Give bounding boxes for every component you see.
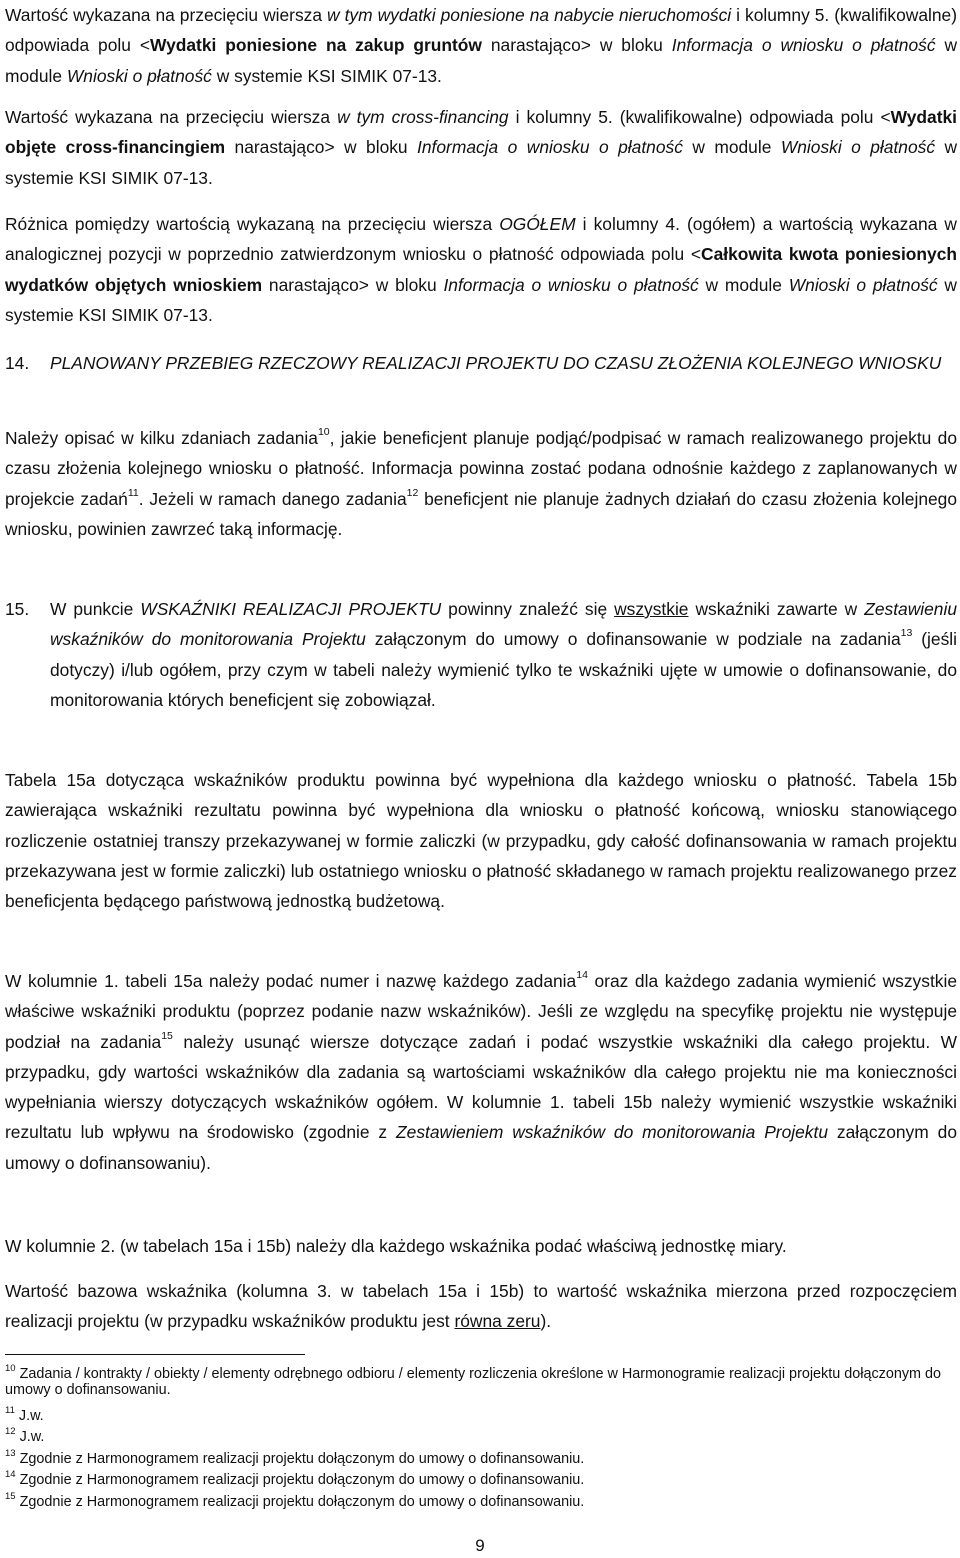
- footnote-number: 10: [5, 1363, 16, 1374]
- footnote-reference: 15: [161, 1029, 173, 1042]
- paragraph-kolumna-1: [5, 966, 957, 1178]
- text-run: narastająco> w bloku: [262, 274, 444, 295]
- text-run: w systemie KSI SIMIK 07-13.: [211, 65, 442, 86]
- footnote-number: 11: [5, 1405, 15, 1416]
- paragraph-roznica-ogolem: [5, 209, 957, 330]
- footnote-12: [5, 1426, 957, 1445]
- footnote-15: [5, 1491, 957, 1510]
- text-run: PLANOWANY PRZEBIEG RZECZOWY REALIZACJI PROJEKTU DO CZASU ZŁOŻENIA KOLEJNEGO WNIOSKU: [50, 353, 942, 373]
- text-run: załączonym do umowy o dofinansowanie w podziale na zadania: [365, 629, 901, 650]
- paragraph-wartosc-bazowa: [5, 1276, 957, 1337]
- text-run: należy usunąć wiersze dotyczące zadań i podać wszystkie wskaźniki dla całego projektu. W przypadku, gdy wartości wskaźników dla zadania są wartościami wskaźników dla całego projektu nie ma konieczności wypełniania wierszy dotyczących wskaźników ogółem. W kolumnie 1. tabeli 15b należy wymienić wszystkie wskaźniki rezultatu lub wpływu na środowisko (zgodnie z: [5, 1031, 957, 1143]
- text-run: narastająco> w bloku: [225, 137, 418, 158]
- paragraph-zadania: [5, 423, 957, 544]
- text-run: Zestawieniu wskaźników do monitorowania Projektu: [50, 599, 957, 650]
- footnote-11: [5, 1405, 957, 1424]
- text-run: w module: [5, 35, 957, 86]
- section-14-heading: [50, 348, 957, 378]
- footnote-text: J.w.: [15, 1429, 45, 1445]
- paragraph-kolumna-2: [5, 1231, 957, 1261]
- footnote-10: [5, 1363, 957, 1399]
- paragraph-wydatki-nieruchomosci: [5, 0, 957, 91]
- text-run: Informacja o wniosku o płatność: [443, 274, 699, 295]
- footnote-reference: 14: [576, 969, 588, 981]
- text-run: (jeśli dotyczy) i/lub ogółem, przy czym w tabeli należy wymienić tylko te wskaźniki ujęte w umowie o dofinansowanie, do monitorowania których beneficjent się zobowiązał.: [50, 629, 957, 710]
- footnote-14: [5, 1469, 957, 1488]
- text-run: Całkowita kwota poniesionych wydatków objętych wnioskiem: [5, 244, 957, 295]
- text-run: W punkcie: [50, 599, 141, 619]
- footnote-text: Zadania / kontrakty / obiekty / elementy odrębnego odbioru / elementy rozliczenia określone w Harmonogramie realizacji projektu dołączonym do umowy o dofinansowaniu.: [5, 1366, 942, 1399]
- text-run: równa zeru: [454, 1311, 541, 1332]
- paragraph-cross-financing: [5, 102, 957, 193]
- text-run: W kolumnie 2. (w tabelach 15a i 15b) należy dla każdego wskaźnika podać właściwą jednostkę miary.: [5, 1236, 787, 1256]
- text-run: Wartość wykazana na przecięciu wiersza: [5, 5, 328, 25]
- text-run: Informacja o wniosku o płatność: [417, 137, 683, 158]
- text-run: Wartość bazowa wskaźnika (kolumna 3. w tabelach 15a i 15b) to wartość wskaźnika mierzona przed rozpoczęciem realizacji projektu (w przypadku wskaźników produktu jest: [5, 1281, 957, 1332]
- text-run: powinny znaleźć się: [441, 599, 615, 619]
- text-run: wskaźniki zawarte w: [688, 599, 865, 619]
- text-run: narastająco> w bloku: [481, 35, 672, 56]
- text-run: Wartość wykazana na przecięciu wiersza: [5, 107, 338, 127]
- section-14-number: 14.: [5, 353, 30, 373]
- footnote-reference: 11: [127, 486, 139, 499]
- text-run: Wnioski o płatność: [780, 137, 936, 158]
- text-run: wszystkie: [614, 599, 689, 619]
- footnote-text: Zgodnie z Harmonogramem realizacji projektu dołączonym do umowy o dofinansowaniu.: [15, 1472, 585, 1488]
- text-run: i kolumny 4. (ogółem) a wartością wykazana w analogicznej pozycji w poprzednio zatwierdzonym wniosku o płatność odpowiada polu <: [5, 214, 957, 265]
- text-run: oraz dla każdego zadania wymienić wszystkie właściwe wskaźniki produktu (poprzez podanie nazw wskaźników). Jeśli ze względu na specyfikę projektu nie występuje podział na zadania: [5, 971, 958, 1052]
- text-run: beneficjent nie planuje żadnych działań do czasu złożenia kolejnego wniosku, powinien zawrzeć taką informację.: [5, 488, 958, 539]
- text-run: ).: [540, 1311, 552, 1332]
- text-run: w tym wydatki poniesione na nabycie nieruchomości: [327, 5, 732, 25]
- text-run: w systemie KSI SIMIK 07-13.: [5, 274, 957, 325]
- footnote-reference: 12: [406, 486, 419, 499]
- paragraph-wskazniki-realizacji: [50, 594, 957, 715]
- text-run: w module: [698, 274, 789, 295]
- footnote-number: 14: [5, 1469, 16, 1480]
- footnote-number: 15: [5, 1491, 16, 1502]
- text-run: Różnica pomiędzy wartością wykazaną na przecięciu wiersza: [5, 214, 500, 234]
- text-run: w systemie KSI SIMIK 07-13.: [5, 137, 958, 188]
- text-run: Wnioski o płatność: [66, 65, 212, 86]
- footnote-number: 12: [5, 1426, 16, 1437]
- footnote-text: J.w.: [14, 1408, 44, 1424]
- text-run: Tabela 15a dotycząca wskaźników produktu powinna być wypełniona dla każdego wniosku o płatność. Tabela 15b zawierająca wskaźniki rezultatu powinna być wypełniona dla wniosku o płatność końcową, wniosku stanowiącego rozliczenie ostatniej transzy przekazywanej w formie zaliczki (w przypadku, gdy całość dofinansowania w ramach projektu przekazywana jest w formie zaliczki) lub ostatniego wniosku o płatność składanego w ramach projektu realizowanego przez beneficjenta będącego państwową jednostką budżetową.: [5, 770, 957, 912]
- paragraph-tabela-15a-15b: [5, 765, 957, 916]
- text-run: w module: [682, 137, 781, 158]
- text-run: Zestawieniem wskaźników do monitorowania Projektu: [396, 1122, 828, 1143]
- text-run: w tym cross-financing: [337, 107, 509, 127]
- text-run: Wnioski o płatność: [788, 274, 938, 295]
- text-run: OGÓŁEM: [499, 214, 576, 234]
- text-run: Należy opisać w kilku zdaniach zadania: [5, 428, 318, 448]
- footnote-separator: [5, 1354, 305, 1355]
- footnote-13: [5, 1448, 957, 1467]
- footnote-reference: 10: [317, 426, 330, 438]
- footnote-text: Zgodnie z Harmonogramem realizacji projektu dołączonym do umowy o dofinansowaniu.: [15, 1494, 585, 1510]
- section-15-number: 15.: [5, 599, 30, 619]
- footnote-reference: 13: [900, 627, 913, 640]
- text-run: Informacja o wniosku o płatność: [671, 35, 936, 56]
- footnote-number: 13: [5, 1448, 16, 1459]
- text-run: i kolumny 5. (kwalifikowalne) odpowiada polu <: [508, 107, 891, 127]
- text-run: i kolumny 5. (kwalifikowalne) odpowiada polu <: [5, 5, 957, 56]
- text-run: Wydatki poniesione na zakup gruntów: [149, 35, 482, 56]
- text-run: załączonym do umowy o dofinansowaniu).: [5, 1122, 957, 1173]
- text-run: Wydatki objęte cross-financingiem: [5, 107, 957, 158]
- text-run: , jakie beneficjent planuje podjąć/podpisać w ramach realizowanego projektu do czasu złożenia kolejnego wniosku o płatność. Informacja powinna zostać podana odnośnie każdego z zaplanowanych w projekcie zadań: [5, 428, 957, 509]
- page-number: 9: [475, 1536, 485, 1555]
- text-run: W kolumnie 1. tabeli 15a należy podać numer i nazwę każdego zadania: [5, 971, 577, 991]
- text-run: WSKAŹNIKI REALIZACJI PROJEKTU: [140, 599, 442, 619]
- text-run: . Jeżeli w ramach danego zadania: [138, 488, 407, 509]
- footnote-text: Zgodnie z Harmonogramem realizacji projektu dołączonym do umowy o dofinansowaniu.: [15, 1451, 585, 1467]
